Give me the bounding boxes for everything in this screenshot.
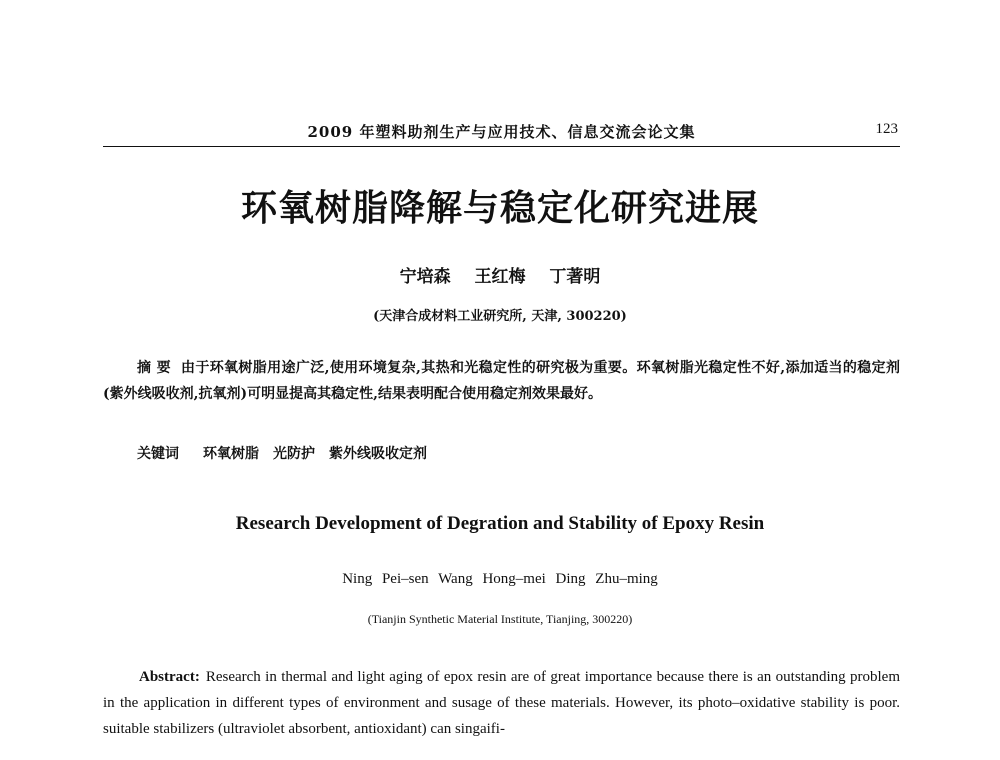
keyword-item: 紫外线吸收定剂 (329, 446, 427, 462)
abstract-text-english: Research in thermal and light aging of epox resin are of great importance because there is an outstanding problem in the application in different types of environment and susage of these materials. However, its photo–oxidative stability is poor. suitable stabilizers (ultraviolet absorbent, antioxidant) can singaifi- (103, 669, 900, 737)
abstract-chinese (103, 355, 900, 407)
abstract-label-english: Abstract: (139, 669, 200, 685)
keywords-chinese (137, 443, 427, 463)
affiliation-english: (Tianjin Synthetic Material Institute, Tianjing, 300220) (367, 612, 633, 626)
keyword-item: 光防护 (273, 446, 315, 462)
page-number: 123 (875, 121, 898, 137)
paper-title-chinese: 环氧树脂降解与稳定化研究进展 (240, 187, 759, 229)
abstract-text-chinese: 由于环氧树脂用途广泛,使用环境复杂,其热和光稳定性的研究极为重要。环氧树脂光稳定性不好,添加适当的稳定剂(紫外线吸收剂,抗氧剂)可明显提高其稳定性,结果表明配合使用稳定剂效果最好。 (103, 360, 901, 402)
authors-english: Ning Pei–sen Wang Hong–mei Ding Zhu–ming (342, 571, 658, 587)
journal-title: 2009 年塑料助剂生产与应用技术、信息交流会论文集 (307, 123, 696, 141)
authors-chinese: 宁培森 王红梅 丁著明 (399, 267, 601, 287)
affiliation-chinese: (天津合成材料工业研究所, 天津, 300220) (373, 309, 627, 324)
keywords-label-chinese: 关键词 (137, 446, 179, 462)
abstract-english (103, 664, 900, 742)
abstract-label-chinese: 摘 要 (137, 360, 171, 376)
keyword-item: 环氧树脂 (203, 446, 259, 462)
paper-title-english: Research Development of Degration and Stability of Epoxy Resin (235, 513, 765, 534)
running-header (103, 118, 900, 147)
